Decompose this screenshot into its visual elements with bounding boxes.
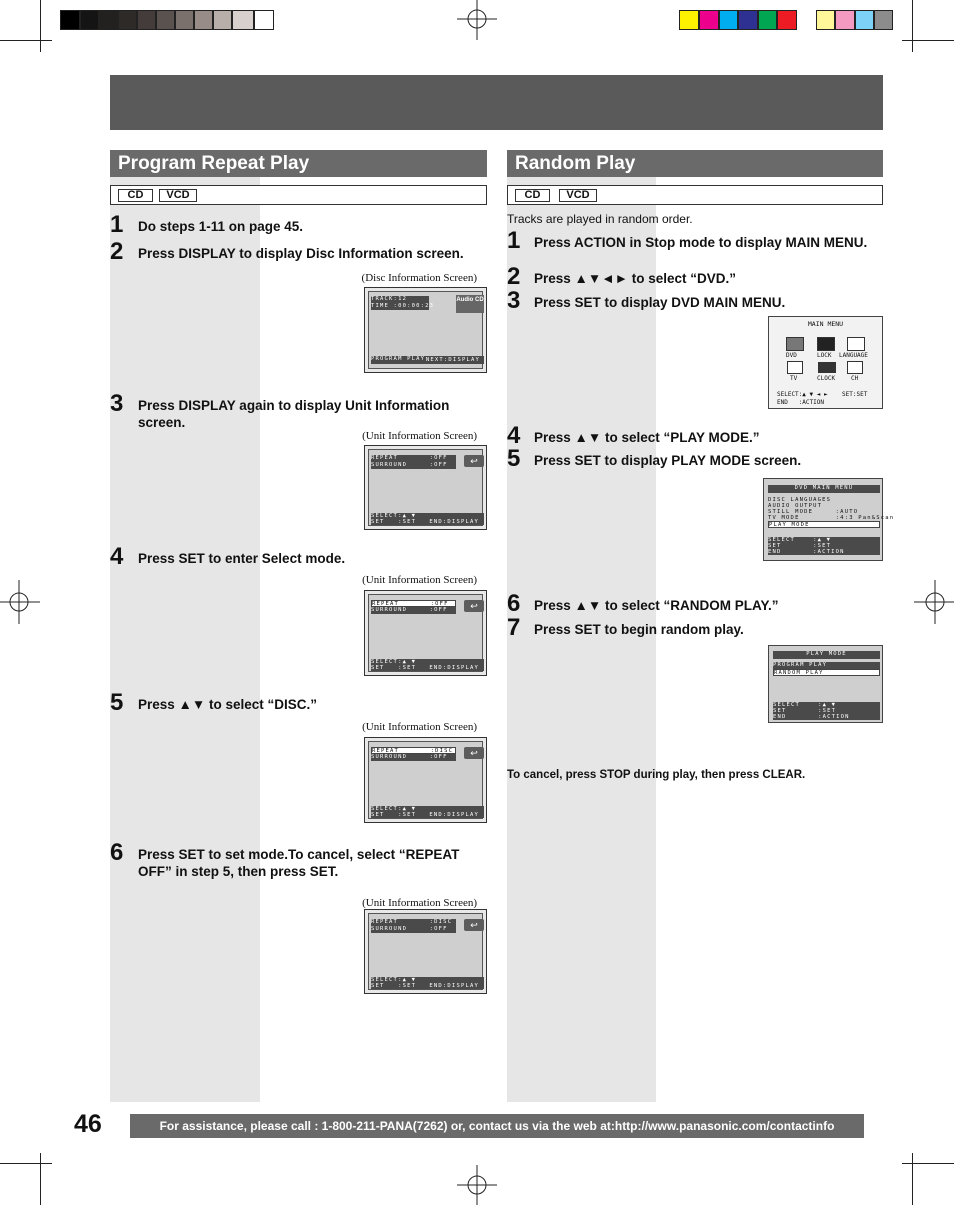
play-mode-line-selected: RANDOM PLAY xyxy=(773,669,880,676)
screen-display xyxy=(368,449,483,526)
registration-mark-icon xyxy=(0,580,40,624)
play-mode-footer: SELECT :▲ ▼ xyxy=(773,702,880,708)
repeat-icon: ↩ xyxy=(464,747,484,759)
surround-line: SURROUND :OFF xyxy=(371,462,456,469)
step-text: Do steps 1-11 on page 45. xyxy=(138,219,304,234)
screen-caption: (Disc Information Screen) xyxy=(361,272,477,284)
step-text: Press ▲▼ to select “PLAY MODE.” xyxy=(534,430,760,445)
tv-icon xyxy=(787,361,803,374)
dvd-menu-line: TV MODE :4:3 Pan&Scan xyxy=(768,515,895,521)
unit-info-screen xyxy=(364,737,487,823)
gray-swatch xyxy=(118,10,137,30)
crop-mark xyxy=(40,0,41,52)
registration-mark-icon xyxy=(457,0,497,40)
set-line: SET :SET xyxy=(371,983,484,989)
clock-icon xyxy=(818,362,836,373)
crop-mark xyxy=(912,1153,913,1205)
dvd-menu-line-selected: PLAY MODE xyxy=(768,521,880,528)
step-number: 7 xyxy=(507,614,521,641)
end-display-line: END:DISPLAY xyxy=(429,519,479,525)
disc-info-screen xyxy=(364,287,487,373)
lock-icon xyxy=(817,337,835,351)
ch-label: CH xyxy=(851,375,859,382)
end-display-line: END:DISPLAY xyxy=(429,665,479,671)
vcd-tag: VCD xyxy=(159,189,197,202)
gray-swatch xyxy=(175,10,194,30)
gray-swatch xyxy=(99,10,118,30)
color-swatch xyxy=(777,10,797,30)
step-number: 3 xyxy=(110,390,124,417)
menu-footer: SELECT:▲ ▼ ◄ ► SET:SET xyxy=(777,391,868,398)
surround-line: SURROUND :OFF xyxy=(371,607,456,614)
end-display-line: END:DISPLAY xyxy=(429,983,479,989)
color-swatch xyxy=(855,10,874,30)
lock-label: LOCK xyxy=(817,352,832,359)
gray-swatch xyxy=(137,10,156,30)
step-text: Press SET to display DVD MAIN MENU. xyxy=(534,295,786,310)
vcd-tag: VCD xyxy=(559,189,597,202)
color-swatch xyxy=(738,10,758,30)
color-swatch xyxy=(758,10,777,30)
gray-swatch xyxy=(213,10,232,30)
end-display-line: END:DISPLAY xyxy=(429,812,479,818)
play-mode-title: PLAY MODE xyxy=(773,651,880,659)
intro-text: Tracks are played in random order. xyxy=(507,212,693,226)
menu-footer: END :ACTION xyxy=(777,399,824,406)
dvd-main-menu-screen xyxy=(763,478,895,561)
select-line: SELECT:▲ ▼ xyxy=(371,806,484,812)
section-title: Random Play xyxy=(507,150,883,177)
step-number: 4 xyxy=(110,543,124,570)
channel-icon xyxy=(847,361,863,374)
repeat-line: REPEAT :DISC xyxy=(371,919,456,926)
gray-swatch xyxy=(194,10,213,30)
clock-label: CLOCK xyxy=(817,375,836,382)
step-number: 6 xyxy=(110,839,124,866)
left-gutter xyxy=(110,177,260,1102)
repeat-line: REPEAT :OFF xyxy=(371,455,456,462)
crop-mark xyxy=(902,1163,954,1164)
next-display-line: NEXT:DISPLAY xyxy=(425,357,480,363)
color-swatch xyxy=(835,10,855,30)
program-play-line: PROGRAM PLAY xyxy=(371,356,484,364)
step-number: 2 xyxy=(110,238,124,265)
dvd-menu-line: AUDIO OUTPUT xyxy=(768,503,823,509)
step-text: Press SET to enter Select mode. xyxy=(138,551,346,566)
main-menu-title: MAIN MENU xyxy=(807,320,844,328)
dvd-menu-footer: SET :SET xyxy=(768,543,880,549)
right-gutter xyxy=(507,177,656,1102)
select-line: SELECT:▲ ▼ xyxy=(371,977,484,983)
step-text: Press SET to begin random play. xyxy=(534,622,744,637)
cd-tag: CD xyxy=(515,189,550,202)
step-number: 5 xyxy=(110,689,124,716)
dvd-label: DVD xyxy=(786,352,797,359)
repeat-line: REPEAT :DISC xyxy=(371,747,456,754)
repeat-line: REPEAT :OFF xyxy=(371,600,456,607)
step-text: Press ▲▼◄► to select “DVD.” xyxy=(534,271,737,286)
screen-caption: (Unit Information Screen) xyxy=(362,430,477,442)
step-number: 4 xyxy=(507,422,521,449)
cancel-note: To cancel, press STOP during play, then press CLEAR. xyxy=(507,769,806,781)
step-number: 2 xyxy=(507,263,521,290)
language-label: LANGUAGE xyxy=(839,352,868,359)
dvd-menu-title: DVD MAIN MENU xyxy=(768,485,880,493)
dvd-menu-line: DISC LANGUAGES xyxy=(768,497,832,503)
disc-type-bar xyxy=(110,185,487,205)
surround-line: SURROUND :OFF xyxy=(371,754,456,761)
step-text: Press ACTION in Stop mode to display MAIN MENU. xyxy=(534,235,868,250)
tv-label: TV xyxy=(790,375,798,382)
step-number: 5 xyxy=(507,445,521,472)
screen-caption: (Unit Information Screen) xyxy=(362,897,477,909)
color-swatch xyxy=(699,10,719,30)
step-text: Press SET to set mode.To cancel, select “REPEAT OFF” in step 5, then press SET. xyxy=(138,847,460,879)
audio-cd-badge: Audio CD xyxy=(456,295,484,313)
crop-mark xyxy=(902,40,954,41)
screen-display xyxy=(368,913,483,990)
assistance-footer: For assistance, please call : 1-800-211-PANA(7262) or, contact us via the web at:http://www.panasonic.com/contactinfo xyxy=(130,1114,864,1138)
cd-tag: CD xyxy=(118,189,153,202)
set-line: SET :SET xyxy=(371,812,484,818)
gray-swatch xyxy=(80,10,99,30)
step-text: Press ▲▼ to select “RANDOM PLAY.” xyxy=(534,598,779,613)
step-text: Press DISPLAY to display Disc Information screen. xyxy=(138,246,464,261)
language-icon xyxy=(847,337,865,351)
step-number: 1 xyxy=(110,211,124,238)
color-swatch xyxy=(719,10,738,30)
repeat-icon: ↩ xyxy=(464,919,484,931)
time-line: TIME :00:00:23 xyxy=(371,303,435,309)
step-number: 1 xyxy=(507,227,521,254)
screen-display xyxy=(368,594,483,672)
step-text: Press DISPLAY again to display Unit Information screen. xyxy=(138,398,450,430)
play-mode-screen xyxy=(768,645,883,723)
repeat-icon: ↩ xyxy=(464,600,484,612)
disc-type-bar xyxy=(507,185,883,205)
page-number: 46 xyxy=(74,1110,102,1138)
select-line: SELECT:▲ ▼ xyxy=(371,659,484,665)
section-title: Program Repeat Play xyxy=(110,150,487,177)
unit-info-screen xyxy=(364,590,487,676)
play-mode-footer: END :ACTION xyxy=(773,714,880,720)
dvd-menu-footer: END :ACTION xyxy=(768,549,880,555)
step-text: Press ▲▼ to select “DISC.” xyxy=(138,697,318,712)
registration-mark-icon xyxy=(914,580,954,624)
repeat-icon: ↩ xyxy=(464,455,484,467)
crop-mark xyxy=(40,1153,41,1205)
main-menu-screen xyxy=(768,316,883,409)
gray-swatch xyxy=(156,10,175,30)
play-mode-line: PROGRAM PLAY xyxy=(773,662,880,669)
header-band xyxy=(110,75,883,130)
unit-info-screen xyxy=(364,909,487,994)
gray-swatch xyxy=(254,10,274,30)
registration-mark-icon xyxy=(457,1165,497,1205)
gray-swatch xyxy=(232,10,254,30)
surround-line: SURROUND :OFF xyxy=(371,926,456,933)
set-line: SET :SET xyxy=(371,519,484,525)
screen-caption: (Unit Information Screen) xyxy=(362,574,477,586)
dvd-icon xyxy=(786,337,804,351)
step-number: 3 xyxy=(507,287,521,314)
color-swatch xyxy=(874,10,893,30)
crop-mark xyxy=(912,0,913,52)
dvd-menu-line: STILL MODE :AUTO xyxy=(768,509,859,515)
select-line: SELECT:▲ ▼ xyxy=(371,513,484,519)
step-number: 6 xyxy=(507,590,521,617)
screen-display xyxy=(368,741,483,819)
track-line: TRACK:12 xyxy=(371,296,429,303)
crop-mark xyxy=(0,40,52,41)
set-line: SET :SET xyxy=(371,665,484,671)
screen-caption: (Unit Information Screen) xyxy=(362,721,477,733)
unit-info-screen xyxy=(364,445,487,530)
crop-mark xyxy=(0,1163,52,1164)
step-text: Press SET to display PLAY MODE screen. xyxy=(534,453,802,468)
gray-swatch xyxy=(60,10,80,30)
color-swatch xyxy=(816,10,835,30)
dvd-menu-footer: SELECT :▲ ▼ xyxy=(768,537,880,543)
play-mode-footer: SET :SET xyxy=(773,708,880,714)
color-swatch xyxy=(679,10,699,30)
screen-display xyxy=(368,291,483,369)
